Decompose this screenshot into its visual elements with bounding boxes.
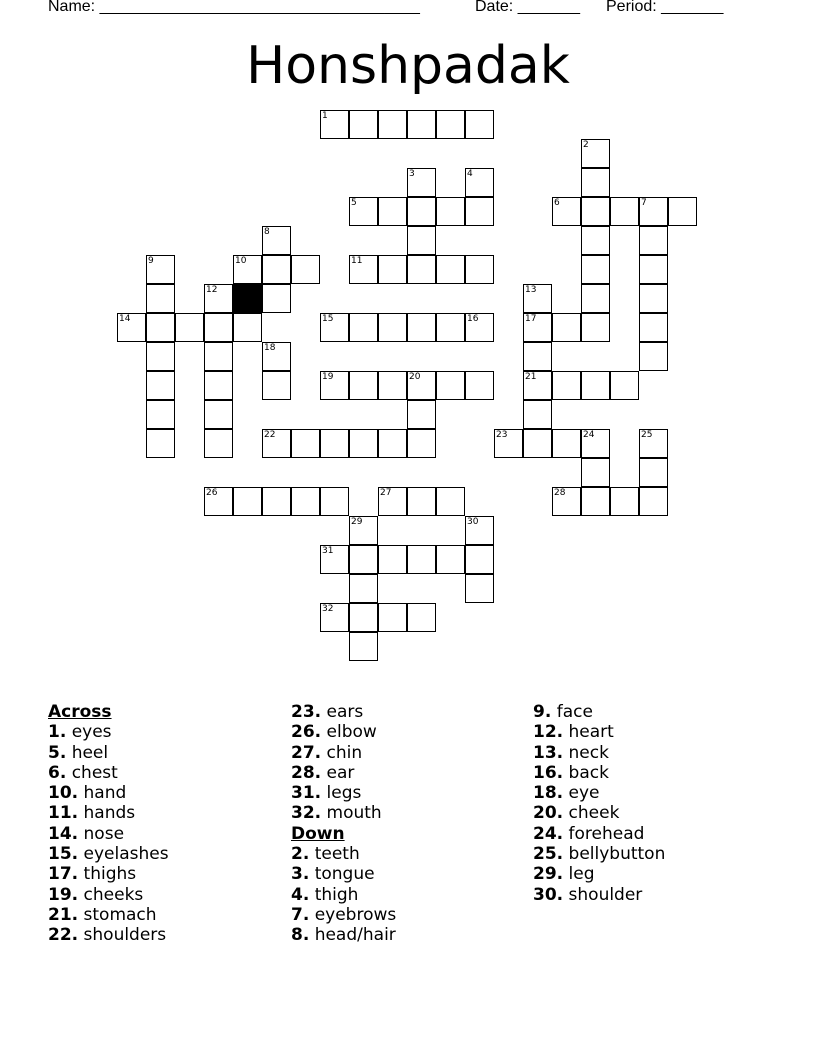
clue-number: 6. [48, 762, 67, 783]
grid-cell[interactable] [349, 429, 378, 458]
name-field[interactable]: Name: ____________________________________ [48, 0, 420, 15]
clue-number-label: 17 [525, 314, 537, 324]
clue-item [291, 763, 531, 783]
grid-cell[interactable] [291, 255, 320, 284]
clue-item [291, 803, 531, 823]
grid-cell[interactable] [349, 545, 378, 574]
grid-cell[interactable] [639, 197, 668, 226]
grid-cell[interactable] [204, 400, 233, 429]
clue-text: hands [83, 803, 136, 824]
clue-number-label: 25 [641, 430, 653, 440]
clue-item [291, 844, 531, 864]
grid-cell[interactable] [262, 255, 291, 284]
clue-number-label: 16 [467, 314, 479, 324]
clue-number: 27. [291, 742, 322, 763]
grid-cell[interactable] [523, 342, 552, 371]
grid-cell[interactable] [639, 226, 668, 255]
grid-cell[interactable] [436, 313, 465, 342]
clue-text: bellybutton [568, 844, 666, 865]
grid-cell[interactable] [552, 487, 581, 516]
clue-number: 5. [48, 742, 67, 763]
grid-cell[interactable] [436, 110, 465, 139]
clue-text: cheeks [83, 884, 144, 905]
clue-number: 17. [48, 864, 79, 885]
clue-number-label: 28 [554, 488, 566, 498]
grid-cell[interactable] [465, 516, 494, 545]
clue-number: 9. [533, 702, 552, 722]
clue-text: tongue [314, 864, 375, 885]
grid-cell[interactable] [233, 255, 262, 284]
grid-cell[interactable] [146, 429, 175, 458]
grid-cell[interactable] [639, 487, 668, 516]
grid-cell[interactable] [407, 197, 436, 226]
clue-number-label: 29 [351, 517, 363, 527]
grid-cell[interactable] [291, 429, 320, 458]
grid-cell[interactable] [465, 197, 494, 226]
grid-cell[interactable] [146, 284, 175, 313]
clue-number: 32. [291, 803, 322, 824]
grid-cell[interactable] [378, 371, 407, 400]
clue-number: 16. [533, 762, 564, 783]
clue-item [48, 885, 288, 905]
grid-cell[interactable] [262, 226, 291, 255]
clue-item [533, 763, 773, 783]
clue-number-label: 19 [322, 372, 334, 382]
grid-cell[interactable] [378, 429, 407, 458]
grid-cell[interactable] [552, 429, 581, 458]
clue-number: 11. [48, 803, 79, 824]
clue-item [533, 803, 773, 823]
clue-item [48, 844, 288, 864]
clue-item [291, 925, 531, 945]
clue-text: stomach [83, 904, 157, 925]
clue-item [533, 864, 773, 884]
clue-item [533, 824, 773, 844]
grid-cell[interactable] [349, 197, 378, 226]
clue-number-label: 13 [525, 285, 537, 295]
grid-cell[interactable] [436, 197, 465, 226]
clue-number-label: 11 [351, 256, 363, 266]
grid-cell[interactable] [349, 632, 378, 661]
clue-number: 12. [533, 722, 564, 743]
grid-cell[interactable] [291, 487, 320, 516]
clue-text: nose [83, 823, 125, 844]
grid-cell[interactable] [146, 400, 175, 429]
grid-cell[interactable] [581, 168, 610, 197]
grid-cell[interactable] [204, 342, 233, 371]
clue-section-heading [291, 824, 531, 844]
clue-number-label: 12 [206, 285, 218, 295]
grid-cell[interactable] [349, 371, 378, 400]
clue-text: teeth [314, 844, 360, 865]
grid-cell[interactable] [436, 255, 465, 284]
clue-item [533, 783, 773, 803]
grid-cell[interactable] [204, 313, 233, 342]
clue-number-label: 22 [264, 430, 276, 440]
grid-cell[interactable] [349, 574, 378, 603]
clue-number-label: 24 [583, 430, 595, 440]
clue-item [48, 783, 288, 803]
clue-text: cheek [568, 803, 620, 824]
clue-item [291, 864, 531, 884]
date-field[interactable]: Date: _______ [475, 0, 580, 15]
grid-cell[interactable] [581, 313, 610, 342]
grid-cell[interactable] [581, 284, 610, 313]
grid-cell[interactable] [320, 110, 349, 139]
clue-text: hand [83, 783, 127, 804]
clue-number: 8. [291, 925, 310, 946]
grid-cell[interactable] [407, 226, 436, 255]
clue-text: thigh [314, 884, 359, 905]
clue-number: 3. [291, 864, 310, 885]
clue-column-1 [48, 702, 288, 946]
grid-cell[interactable] [262, 371, 291, 400]
clue-number-label: 6 [554, 198, 560, 208]
grid-cell[interactable] [146, 313, 175, 342]
grid-cell[interactable] [407, 313, 436, 342]
clue-column-3 [533, 702, 773, 905]
page-title: Honshpadak [246, 36, 570, 96]
grid-cell[interactable] [639, 458, 668, 487]
grid-cell[interactable] [610, 371, 639, 400]
clue-text: ear [326, 762, 355, 783]
grid-cell[interactable] [146, 342, 175, 371]
grid-cell[interactable] [204, 429, 233, 458]
grid-cell[interactable] [465, 168, 494, 197]
grid-cell[interactable] [407, 371, 436, 400]
grid-cell[interactable] [436, 545, 465, 574]
grid-cell[interactable] [581, 139, 610, 168]
clue-item [291, 783, 531, 803]
grid-cell[interactable] [349, 516, 378, 545]
grid-cell[interactable] [407, 255, 436, 284]
grid-cell[interactable] [581, 197, 610, 226]
grid-cell[interactable] [407, 603, 436, 632]
grid-cell[interactable] [262, 429, 291, 458]
clue-item [48, 763, 288, 783]
grid-cell[interactable] [233, 487, 262, 516]
clue-number: 4. [291, 884, 310, 905]
clue-number: 20. [533, 803, 564, 824]
grid-cell[interactable] [523, 371, 552, 400]
grid-cell[interactable] [465, 255, 494, 284]
clue-item [48, 864, 288, 884]
clue-number: 1. [48, 722, 67, 743]
grid-cell[interactable] [204, 487, 233, 516]
clue-text: elbow [326, 722, 377, 743]
clue-number: 23. [291, 702, 322, 722]
clue-item [291, 702, 531, 722]
clue-number-label: 18 [264, 343, 276, 353]
grid-cell[interactable] [552, 371, 581, 400]
grid-cell[interactable] [436, 487, 465, 516]
clue-text: thighs [83, 864, 137, 885]
clue-text: legs [326, 783, 362, 804]
clue-number: 13. [533, 742, 564, 763]
grid-cell[interactable] [407, 545, 436, 574]
clue-number: 15. [48, 844, 79, 865]
clue-number: 19. [48, 884, 79, 905]
grid-cell[interactable] [320, 371, 349, 400]
grid-cell[interactable] [320, 603, 349, 632]
clue-text: eye [568, 783, 600, 804]
clue-item [48, 743, 288, 763]
grid-cell[interactable] [204, 284, 233, 313]
blocked-cell [233, 284, 262, 313]
clue-number-label: 14 [119, 314, 131, 324]
clue-item [291, 885, 531, 905]
grid-cell[interactable] [523, 400, 552, 429]
grid-cell[interactable] [465, 545, 494, 574]
clue-number-label: 2 [583, 140, 589, 150]
clue-number-label: 32 [322, 604, 334, 614]
grid-cell[interactable] [407, 487, 436, 516]
clue-section-heading [48, 702, 288, 722]
clue-number: 18. [533, 783, 564, 804]
grid-cell[interactable] [378, 487, 407, 516]
clue-number-label: 8 [264, 227, 270, 237]
period-field[interactable]: Period: _______ [606, 0, 724, 15]
clue-number-label: 30 [467, 517, 479, 527]
grid-cell[interactable] [668, 197, 697, 226]
grid-cell[interactable] [204, 371, 233, 400]
grid-cell[interactable] [639, 429, 668, 458]
clue-number-label: 9 [148, 256, 154, 266]
clue-text: heel [71, 742, 109, 763]
grid-cell[interactable] [639, 313, 668, 342]
clue-number: 26. [291, 722, 322, 743]
grid-cell[interactable] [581, 255, 610, 284]
clue-number: 7. [291, 904, 310, 925]
clue-number: 31. [291, 783, 322, 804]
grid-cell[interactable] [320, 545, 349, 574]
grid-cell[interactable] [233, 313, 262, 342]
section-heading-text: Across [48, 702, 112, 722]
clue-text: chin [326, 742, 363, 763]
clue-item [291, 905, 531, 925]
clue-item [291, 743, 531, 763]
clue-number: 24. [533, 823, 564, 844]
clue-item [533, 743, 773, 763]
clue-number-label: 26 [206, 488, 218, 498]
clue-number-label: 4 [467, 169, 473, 179]
grid-cell[interactable] [407, 168, 436, 197]
grid-cell[interactable] [436, 371, 465, 400]
clue-item [48, 803, 288, 823]
clue-text: neck [568, 742, 609, 763]
grid-cell[interactable] [581, 226, 610, 255]
clue-number: 14. [48, 823, 79, 844]
grid-cell[interactable] [378, 197, 407, 226]
grid-cell[interactable] [581, 429, 610, 458]
grid-cell[interactable] [262, 342, 291, 371]
clue-item [533, 702, 773, 722]
grid-cell[interactable] [320, 313, 349, 342]
clue-number-label: 1 [322, 111, 328, 121]
grid-cell[interactable] [465, 313, 494, 342]
clue-text: back [568, 762, 609, 783]
grid-cell[interactable] [378, 603, 407, 632]
grid-cell[interactable] [262, 487, 291, 516]
clue-text: shoulder [568, 884, 643, 905]
clue-text: head/hair [314, 925, 396, 946]
clue-text: mouth [326, 803, 382, 824]
grid-cell[interactable] [146, 371, 175, 400]
grid-cell[interactable] [407, 400, 436, 429]
clue-number: 28. [291, 762, 322, 783]
grid-cell[interactable] [407, 429, 436, 458]
clue-number: 25. [533, 844, 564, 865]
clue-number-label: 7 [641, 198, 647, 208]
grid-cell[interactable] [523, 284, 552, 313]
clue-text: shoulders [83, 925, 167, 946]
clue-text: eyes [71, 722, 112, 743]
clue-text: face [556, 702, 593, 722]
clue-column-2 [291, 702, 531, 946]
grid-cell[interactable] [378, 110, 407, 139]
grid-cell[interactable] [146, 255, 175, 284]
clue-number-label: 20 [409, 372, 421, 382]
grid-cell[interactable] [494, 429, 523, 458]
clue-number-label: 23 [496, 430, 508, 440]
grid-cell[interactable] [639, 255, 668, 284]
grid-cell[interactable] [523, 429, 552, 458]
grid-cell[interactable] [610, 197, 639, 226]
clue-number-label: 27 [380, 488, 392, 498]
clue-number-label: 15 [322, 314, 334, 324]
grid-cell[interactable] [639, 342, 668, 371]
grid-cell[interactable] [378, 545, 407, 574]
clue-text: ears [326, 702, 364, 722]
grid-cell[interactable] [639, 284, 668, 313]
grid-cell[interactable] [581, 371, 610, 400]
clue-text: eyebrows [314, 904, 397, 925]
grid-cell[interactable] [378, 255, 407, 284]
clue-number: 29. [533, 864, 564, 885]
grid-cell[interactable] [552, 313, 581, 342]
clue-number-label: 3 [409, 169, 415, 179]
clue-number-label: 5 [351, 198, 357, 208]
grid-cell[interactable] [349, 110, 378, 139]
clue-number: 22. [48, 925, 79, 946]
grid-cell[interactable] [262, 284, 291, 313]
grid-cell[interactable] [349, 255, 378, 284]
grid-cell[interactable] [581, 458, 610, 487]
grid-cell[interactable] [465, 110, 494, 139]
clue-item [291, 722, 531, 742]
grid-cell[interactable] [581, 487, 610, 516]
grid-cell[interactable] [552, 197, 581, 226]
clue-item [533, 722, 773, 742]
clue-item [48, 824, 288, 844]
grid-cell[interactable] [465, 371, 494, 400]
clue-number: 10. [48, 783, 79, 804]
clue-text: heart [568, 722, 614, 743]
clue-item [48, 905, 288, 925]
grid-cell[interactable] [465, 574, 494, 603]
grid-cell[interactable] [349, 603, 378, 632]
clue-text: eyelashes [83, 844, 169, 865]
clue-item [48, 722, 288, 742]
clue-item [533, 844, 773, 864]
grid-cell[interactable] [378, 313, 407, 342]
clue-number: 2. [291, 844, 310, 865]
grid-cell[interactable] [175, 313, 204, 342]
clue-number-label: 10 [235, 256, 247, 266]
grid-cell[interactable] [407, 110, 436, 139]
clue-number: 30. [533, 884, 564, 905]
clue-number: 21. [48, 904, 79, 925]
grid-cell[interactable] [320, 429, 349, 458]
clue-item [533, 885, 773, 905]
clue-number-label: 21 [525, 372, 537, 382]
clue-item [48, 925, 288, 945]
grid-cell[interactable] [320, 487, 349, 516]
clue-text: chest [71, 762, 118, 783]
section-heading-text: Down [291, 823, 345, 844]
clue-text: forehead [568, 823, 645, 844]
grid-cell[interactable] [523, 313, 552, 342]
clue-number-label: 31 [322, 546, 334, 556]
grid-cell[interactable] [610, 487, 639, 516]
clue-text: leg [568, 864, 595, 885]
grid-cell[interactable] [349, 313, 378, 342]
grid-cell[interactable] [117, 313, 146, 342]
